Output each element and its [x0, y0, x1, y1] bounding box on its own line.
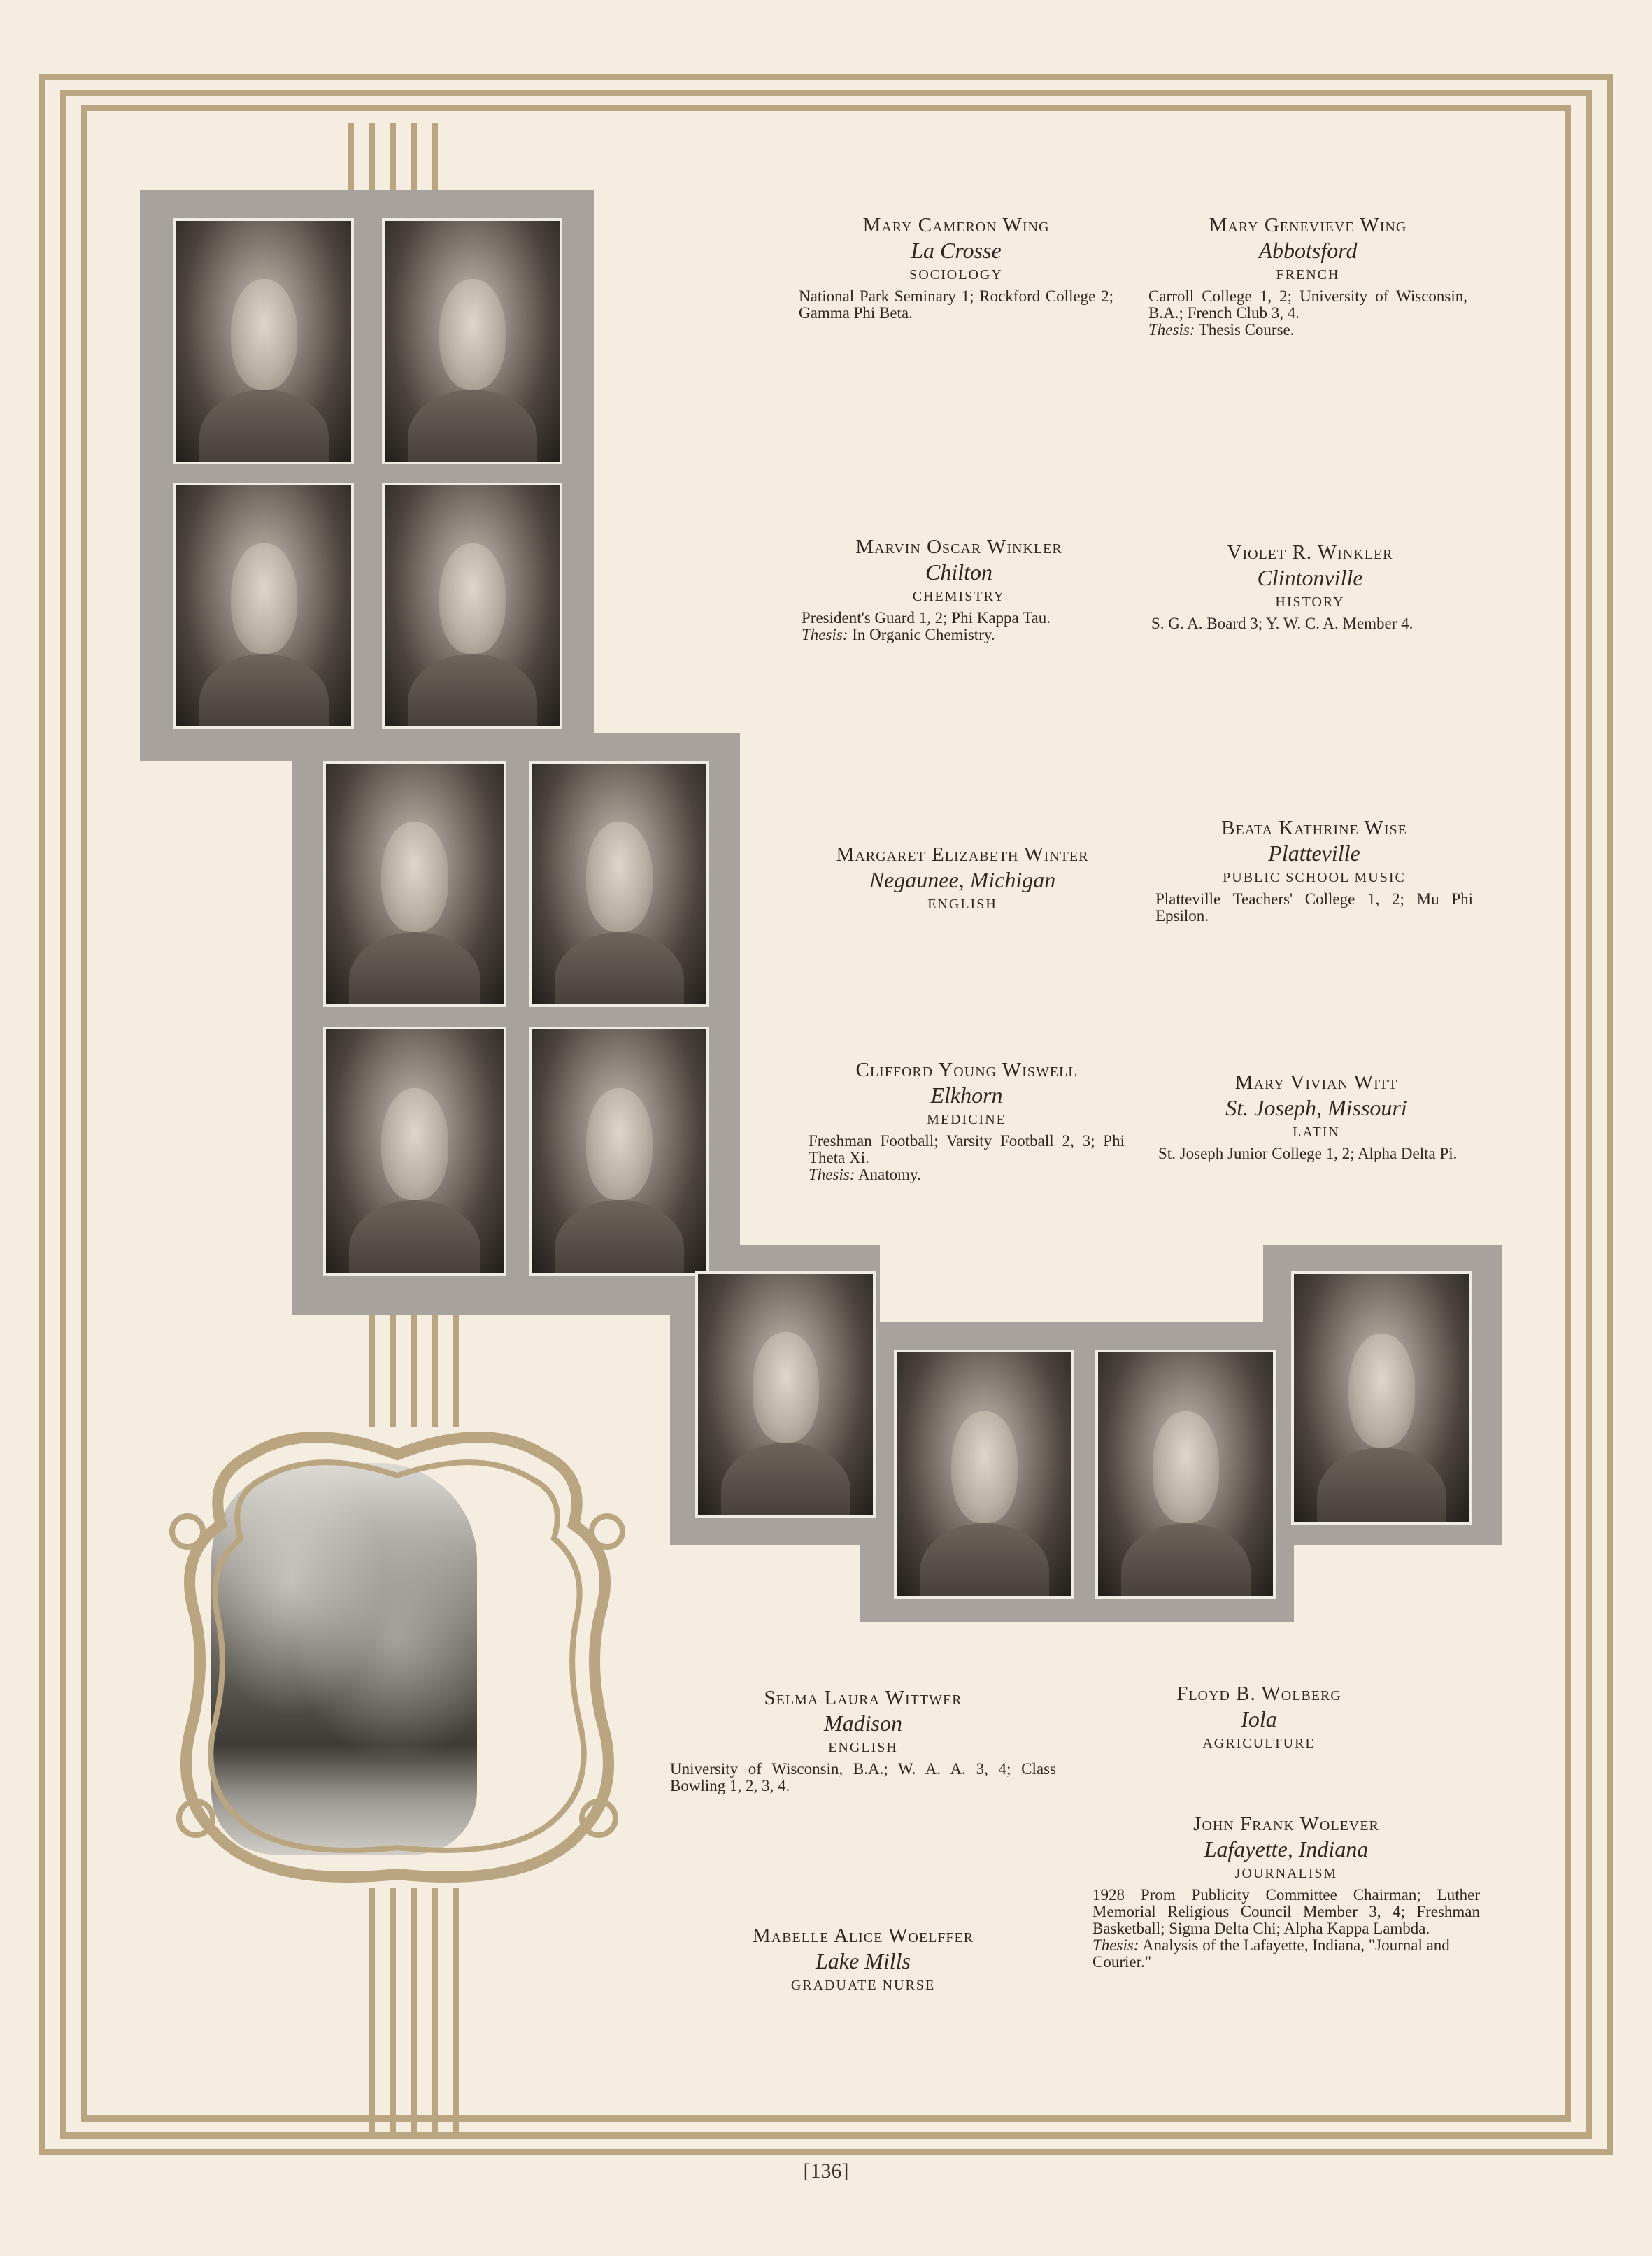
portrait-mabelle-alice-woelffer — [894, 1350, 1074, 1599]
student-name: Margaret Elizabeth Winter — [836, 843, 1089, 866]
entry-margaret-elizabeth-winter — [802, 842, 1123, 915]
student-name: Mary Genevieve Wing — [1209, 214, 1407, 236]
student-hometown: Lafayette, Indiana — [1204, 1836, 1369, 1862]
entry-violet-winkler — [1151, 540, 1469, 632]
thesis-label: Thesis: — [802, 626, 848, 643]
rail-top-5 — [432, 123, 438, 190]
student-name: Clifford Young Wiswell — [855, 1059, 1078, 1081]
student-major: AGRICULTURE — [1202, 1736, 1316, 1751]
student-thesis — [1148, 322, 1467, 338]
entry-floyd-wolberg — [1105, 1681, 1413, 1754]
student-activities: Freshman Football; Varsity Football 2, 3; Phi Theta Xi. — [809, 1132, 1125, 1166]
student-name: Selma Laura Wittwer — [764, 1687, 962, 1709]
student-hometown: Iola — [1241, 1706, 1277, 1732]
rail-bot-2 — [390, 1888, 396, 2133]
portrait-mary-vivian-witt — [529, 1027, 709, 1276]
portrait-floyd-wolberg — [1095, 1350, 1276, 1599]
student-major: ENGLISH — [927, 897, 997, 912]
student-hometown: Abbotsford — [1258, 238, 1358, 263]
thesis-label: Thesis: — [1092, 1936, 1139, 1954]
student-name: Mabelle Alice Woelffer — [752, 1925, 974, 1947]
entry-selma-laura-wittwer — [670, 1685, 1056, 1794]
rail-mid-1 — [369, 1315, 375, 1427]
entry-marvin-oscar-winkler — [802, 534, 1116, 643]
student-name: Beata Kathrine Wise — [1221, 817, 1407, 839]
rail-top-3 — [390, 123, 396, 190]
student-major: PUBLIC SCHOOL MUSIC — [1223, 870, 1406, 885]
student-major: MEDICINE — [927, 1112, 1006, 1127]
student-name: Mary Vivian Witt — [1234, 1071, 1398, 1094]
student-activities: Platteville Teachers' College 1, 2; Mu Phi Epsilon. — [1155, 890, 1473, 924]
student-major: ENGLISH — [828, 1740, 898, 1755]
student-name: Mary Cameron Wing — [862, 214, 1050, 236]
student-activities: University of Wisconsin, B.A.; W. A. A. 3, 4; Class Bowling 1, 2, 3, 4. — [670, 1760, 1056, 1794]
portrait-mary-genevieve-wing — [382, 218, 562, 464]
student-activities: St. Joseph Junior College 1, 2; Alpha Delta Pi. — [1158, 1145, 1458, 1162]
student-activities: 1928 Prom Publicity Committee Chairman; Luther Memorial Religious Council Member 3, 4; Freshman Basketball; Sigma Delta Chi; Alpha Kappa Lambda. — [1092, 1886, 1480, 1937]
thesis-text: In Organic Chemistry. — [852, 626, 995, 643]
entry-mabelle-alice-woelffer — [709, 1923, 1017, 1996]
student-activities: S. G. A. Board 3; Y. W. C. A. Member 4. — [1151, 615, 1414, 632]
student-hometown: Negaunee, Michigan — [869, 867, 1056, 892]
portrait-margaret-elizabeth-winter — [323, 761, 506, 1007]
student-activities: National Park Seminary 1; Rockford College 2; Gamma Phi Beta. — [799, 287, 1113, 322]
student-major: GRADUATE NURSE — [790, 1978, 936, 1993]
portrait-beata-kathrine-wise — [529, 761, 709, 1007]
rail-bot-5 — [453, 1888, 459, 2133]
portrait-mary-cameron-wing — [173, 218, 354, 464]
student-major: SOCIOLOGY — [909, 267, 1003, 283]
student-name: John Frank Wolever — [1193, 1813, 1379, 1835]
student-name: Floyd B. Wolberg — [1176, 1683, 1341, 1705]
student-hometown: Platteville — [1268, 841, 1360, 866]
rail-mid-4 — [432, 1315, 438, 1427]
entry-mary-genevieve-wing — [1148, 213, 1467, 338]
portrait-selma-laura-wittwer — [695, 1271, 876, 1518]
student-activities-block — [802, 610, 1116, 643]
entry-mary-cameron-wing — [799, 213, 1113, 322]
rail-mid-3 — [411, 1315, 417, 1427]
ornamental-cartouche-frame — [168, 1427, 627, 1898]
student-hometown: Lake Mills — [816, 1948, 911, 1973]
student-thesis — [1092, 1937, 1480, 1971]
student-hometown: Madison — [824, 1711, 902, 1736]
rail-bot-1 — [369, 1888, 375, 2133]
student-activities-block — [1092, 1887, 1480, 1971]
student-major: JOURNALISM — [1234, 1866, 1338, 1881]
portrait-clifford-young-wiswell — [323, 1027, 506, 1276]
rail-top-1 — [348, 123, 354, 190]
entry-john-frank-wolever — [1092, 1811, 1480, 1971]
thesis-text: Analysis of the Lafayette, Indiana, "Journal and Courier." — [1092, 1936, 1450, 1971]
student-hometown: Clintonville — [1257, 565, 1363, 590]
thesis-label: Thesis: — [1148, 321, 1195, 338]
portrait-john-frank-wolever — [1291, 1271, 1472, 1525]
student-major: FRENCH — [1276, 267, 1340, 283]
student-activities: President's Guard 1, 2; Phi Kappa Tau. — [802, 609, 1051, 627]
student-name: Violet R. Winkler — [1227, 541, 1393, 564]
page-number: [136] — [803, 2159, 849, 2183]
rail-mid-2 — [390, 1315, 396, 1427]
thesis-text: Thesis Course. — [1198, 321, 1295, 338]
student-hometown: St. Joseph, Missouri — [1225, 1095, 1407, 1120]
rail-mid-5 — [453, 1315, 459, 1427]
student-thesis — [802, 627, 1116, 643]
student-name: Marvin Oscar Winkler — [855, 536, 1062, 558]
student-activities: Carroll College 1, 2; University of Wisconsin, B.A.; French Club 3, 4. — [1148, 287, 1467, 322]
rail-bot-4 — [432, 1888, 438, 2133]
rail-top-2 — [369, 123, 375, 190]
entry-clifford-young-wiswell — [809, 1057, 1125, 1183]
student-hometown: Elkhorn — [930, 1083, 1003, 1108]
entry-beata-kathrine-wise — [1155, 815, 1473, 924]
student-activities-block — [809, 1133, 1125, 1183]
student-activities-block — [1148, 288, 1467, 338]
thesis-text: Anatomy. — [857, 1166, 921, 1183]
student-thesis — [809, 1166, 1125, 1183]
student-major: HISTORY — [1275, 594, 1345, 610]
student-hometown: La Crosse — [911, 238, 1002, 263]
student-major: LATIN — [1293, 1125, 1340, 1140]
portrait-marvin-oscar-winkler — [173, 483, 354, 729]
thesis-label: Thesis: — [809, 1166, 855, 1183]
entry-mary-vivian-witt — [1158, 1070, 1474, 1162]
portrait-violet-winkler — [382, 483, 562, 729]
rail-bot-3 — [411, 1888, 417, 2133]
student-major: CHEMISTRY — [912, 589, 1006, 604]
rail-top-4 — [411, 123, 417, 190]
student-hometown: Chilton — [925, 559, 992, 585]
